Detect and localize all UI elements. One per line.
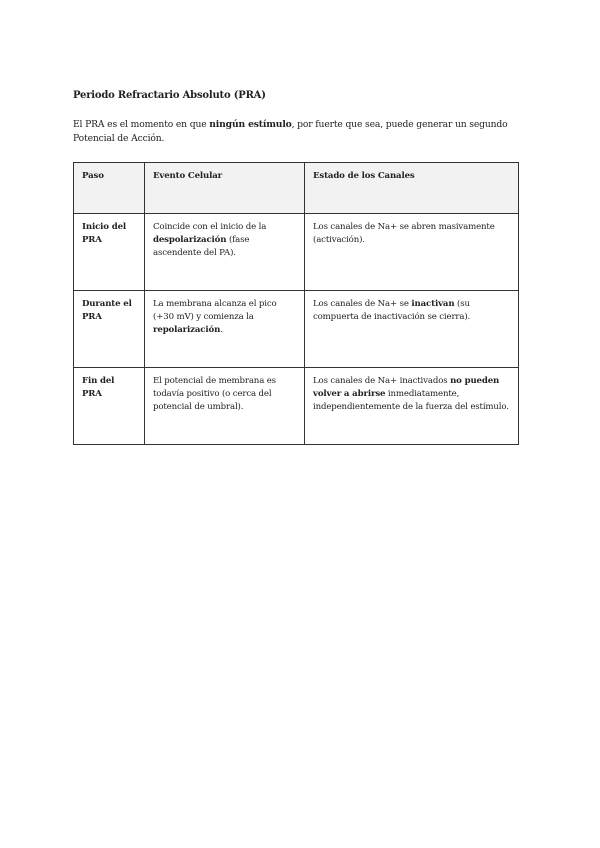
event-text: La membrana alcanza el pico (+30 mV) y comienza la: [153, 299, 277, 322]
header-channels: Estado de los Canales: [305, 163, 519, 214]
channels-text: Los canales de Na+ se: [313, 299, 412, 309]
table-header-row: [74, 163, 519, 214]
cell-step: Durante el PRA: [74, 291, 145, 368]
table-row: [74, 368, 519, 445]
cell-channels: [305, 214, 519, 291]
event-text: El potencial de membrana es todavía positivo (o cerca del potencial de umbral).: [153, 376, 276, 412]
cell-event: [145, 214, 305, 291]
pra-table: [73, 162, 519, 445]
channels-text: Los canales de Na+ se abren masivamente (activación).: [313, 222, 495, 245]
header-step: Paso: [74, 163, 145, 214]
cell-channels: [305, 291, 519, 368]
event-text: Coincide con el inicio de la: [153, 222, 267, 232]
event-bold-text: despolarización: [153, 235, 227, 245]
table-row: [74, 291, 519, 368]
cell-step: Fin del PRA: [74, 368, 145, 445]
event-bold-text: repolarización: [153, 325, 221, 335]
event-text-end: .: [220, 325, 223, 335]
header-event: Evento Celular: [145, 163, 305, 214]
channels-text-end: (su compuerta de inactivación se cierra).: [313, 299, 471, 322]
cell-event: [145, 368, 305, 445]
table-row: [74, 214, 519, 291]
channels-bold-text: no pueden volver a abrirse: [313, 376, 500, 399]
intro-bold-text: ningún estímulo: [209, 119, 292, 130]
intro-paragraph: [73, 118, 519, 146]
cell-step: Inicio del PRA: [74, 214, 145, 291]
event-text-end: (fase ascendente del PA).: [153, 235, 250, 258]
channels-text-end: inmediatamente, independientemente de la fuerza del estímulo.: [313, 389, 509, 412]
channels-bold-text: inactivan: [411, 299, 455, 309]
intro-text-2: , por fuerte que sea, puede generar un segundo Potencial de Acción.: [73, 119, 508, 144]
document-page: [73, 90, 519, 445]
cell-event: [145, 291, 305, 368]
cell-channels: [305, 368, 519, 445]
channels-text: Los canales de Na+ inactivados: [313, 376, 451, 386]
document-title: Periodo Refractario Absoluto (PRA): [73, 90, 266, 101]
intro-text-1: El PRA es el momento en que: [73, 119, 210, 130]
